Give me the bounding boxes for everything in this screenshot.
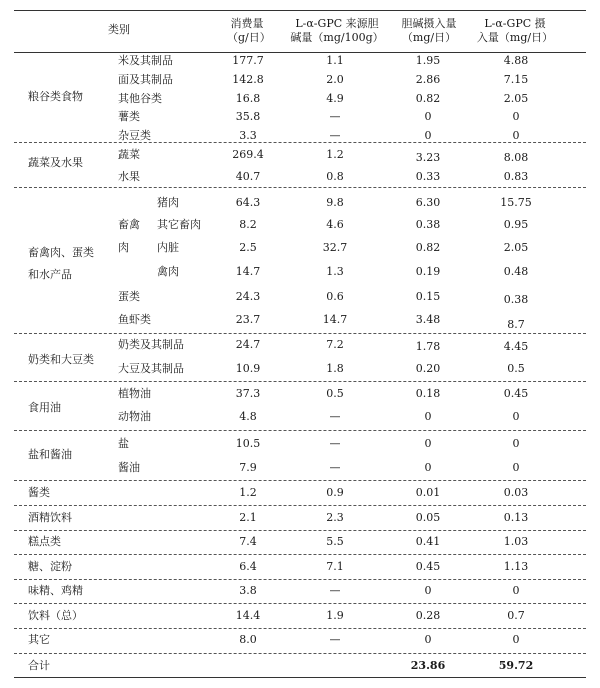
row-choline: 0.05 [415,511,441,524]
row-gpc: 0.38 [503,293,529,306]
row-consumption: 3.8 [239,584,257,597]
group-label-grain: 粮谷类食物 [28,90,83,103]
row-gpc: 0 [512,633,520,646]
row-gpc: 0 [512,461,520,474]
row-source: 0.9 [326,486,344,499]
row-consumption: 142.8 [232,73,264,86]
row-item: 内脏 [157,241,179,254]
row-choline: 0 [424,633,432,646]
row-consumption: 24.7 [235,338,261,351]
row-item: 大豆及其制品 [118,362,184,375]
row-item: 饮料（总） [28,609,83,622]
row-gpc: 0.13 [503,511,529,524]
row-source: — [329,110,341,123]
header-consumption: 消费量 （g/日） [227,17,271,44]
row-source: 2.3 [326,511,344,524]
row-source: 1.9 [326,609,344,622]
row-gpc: 0 [512,129,520,142]
row-gpc: 7.15 [503,73,529,86]
row-gpc: 15.75 [500,196,532,209]
row-consumption: 177.7 [232,54,264,67]
row-consumption: 14.4 [235,609,261,622]
total-label: 合计 [28,659,50,672]
row-choline: 3.23 [415,151,441,164]
row-gpc: 0.45 [503,387,529,400]
row-gpc: 0.03 [503,486,529,499]
row-choline: 2.86 [415,73,441,86]
row-choline: 0.19 [415,265,441,278]
group-divider [14,187,586,188]
group-divider [14,430,586,431]
group-divider [14,603,586,604]
header-bottom-rule [14,52,586,53]
row-item: 薯类 [118,110,140,123]
row-consumption: 3.3 [239,129,257,142]
row-consumption: 23.7 [235,313,261,326]
total-gpc: 59.72 [498,659,534,672]
row-consumption: 10.5 [235,437,261,450]
group-label-meat: 畜禽肉、蛋类 [28,246,94,259]
row-consumption: 2.5 [239,241,257,254]
row-consumption: 24.3 [235,290,261,303]
row-item: 其他谷类 [118,92,162,105]
row-item: 蔬菜 [118,148,140,161]
group-divider [14,381,586,382]
row-item: 禽肉 [157,265,179,278]
group-divider [14,579,586,580]
row-source: — [329,410,341,423]
row-gpc: 0 [512,110,520,123]
row-gpc: 2.05 [503,92,529,105]
row-source: 7.1 [326,560,344,573]
table-bottom-rule [14,677,586,678]
row-choline: 0.82 [415,241,441,254]
row-item: 酱类 [28,486,50,499]
header-gpc: L-α-GPC 摄 入量（mg/日） [476,17,554,44]
row-source: 1.1 [326,54,344,67]
row-consumption: 6.4 [239,560,257,573]
row-gpc: 0.48 [503,265,529,278]
row-gpc: 1.03 [503,535,529,548]
group-label-dairy: 奶类和大豆类 [28,353,94,366]
group-label-veg: 蔬菜及水果 [28,156,83,169]
row-choline: 6.30 [415,196,441,209]
row-source: — [329,437,341,450]
header-choline: 胆碱摄入量 （mg/日） [401,17,457,44]
row-choline: 0 [424,461,432,474]
row-consumption: 7.4 [239,535,257,548]
row-choline: 0 [424,410,432,423]
row-gpc: 0.7 [507,609,525,622]
row-gpc: 0.5 [507,362,525,375]
row-choline: 0.33 [415,170,441,183]
row-gpc: 0 [512,437,520,450]
row-consumption: 35.8 [235,110,261,123]
row-consumption: 4.8 [239,410,257,423]
row-item: 酱油 [118,461,140,474]
row-gpc: 0.95 [503,218,529,231]
row-source: — [329,584,341,597]
row-gpc: 0 [512,584,520,597]
row-choline: 0.41 [415,535,441,548]
row-item: 味精、鸡精 [28,584,83,597]
group-divider [14,480,586,481]
row-gpc: 8.7 [507,318,525,331]
row-source: 4.6 [326,218,344,231]
row-gpc: 4.45 [503,340,529,353]
row-consumption: 8.2 [239,218,257,231]
row-choline: 0.28 [415,609,441,622]
row-item: 猪肉 [157,196,179,209]
row-source: 0.6 [326,290,344,303]
row-choline: 0 [424,584,432,597]
group-divider [14,142,586,143]
row-source: 4.9 [326,92,344,105]
row-consumption: 1.2 [239,486,257,499]
row-source: 1.2 [326,148,344,161]
row-source: 0.5 [326,387,344,400]
row-gpc: 8.08 [503,151,529,164]
row-item: 糖、淀粉 [28,560,72,573]
row-gpc: 0 [512,410,520,423]
row-item: 奶类及其制品 [118,338,184,351]
header-category: 类别 [108,23,130,36]
total-choline: 23.86 [410,659,446,672]
row-choline: 3.48 [415,313,441,326]
row-consumption: 16.8 [235,92,261,105]
group-divider [14,554,586,555]
row-choline: 1.78 [415,340,441,353]
row-choline: 0.18 [415,387,441,400]
row-gpc: 0.83 [503,170,529,183]
group-label-oil: 食用油 [28,401,61,414]
row-choline: 0 [424,110,432,123]
group-label-salt: 盐和酱油 [28,448,72,461]
row-choline: 0 [424,129,432,142]
row-item: 其它 [28,633,50,646]
row-item: 水果 [118,170,140,183]
row-source: 2.0 [326,73,344,86]
row-item: 面及其制品 [118,73,173,86]
group-divider [14,333,586,334]
row-source: 1.8 [326,362,344,375]
row-choline: 0.01 [415,486,441,499]
group-label-meat-cont: 和水产品 [28,268,72,281]
row-item: 鱼虾类 [118,313,151,326]
row-source: 7.2 [326,338,344,351]
row-source: — [329,461,341,474]
row-gpc: 2.05 [503,241,529,254]
row-consumption: 14.7 [235,265,261,278]
group-divider [14,628,586,629]
subgroup-label-livestock: 畜禽 [118,218,140,231]
row-item: 杂豆类 [118,129,151,142]
row-consumption: 2.1 [239,511,257,524]
row-choline: 0.20 [415,362,441,375]
row-consumption: 8.0 [239,633,257,646]
row-consumption: 7.9 [239,461,257,474]
row-choline: 0.45 [415,560,441,573]
row-item: 盐 [118,437,129,450]
row-choline: 0 [424,437,432,450]
table-top-rule [14,10,586,11]
row-item: 植物油 [118,387,151,400]
row-consumption: 269.4 [232,148,264,161]
row-item: 糕点类 [28,535,61,548]
group-divider [14,653,586,654]
row-choline: 0.82 [415,92,441,105]
row-item: 米及其制品 [118,54,173,67]
group-divider [14,505,586,506]
subgroup-label-livestock-cont: 肉 [118,241,129,254]
row-source: — [329,129,341,142]
row-item: 蛋类 [118,290,140,303]
row-consumption: 40.7 [235,170,261,183]
row-choline: 1.95 [415,54,441,67]
row-item: 酒精饮料 [28,511,72,524]
row-choline: 0.38 [415,218,441,231]
row-choline: 0.15 [415,290,441,303]
row-source: 9.8 [326,196,344,209]
row-consumption: 10.9 [235,362,261,375]
row-consumption: 64.3 [235,196,261,209]
row-source: 1.3 [326,265,344,278]
row-item: 动物油 [118,410,151,423]
row-source: 0.8 [326,170,344,183]
row-source: — [329,633,341,646]
header-source: L-α-GPC 来源胆 碱量（mg/100g） [290,17,384,44]
group-divider [14,530,586,531]
row-item: 其它畜肉 [157,218,201,231]
row-consumption: 37.3 [235,387,261,400]
row-source: 5.5 [326,535,344,548]
row-gpc: 1.13 [503,560,529,573]
row-gpc: 4.88 [503,54,529,67]
row-source: 14.7 [322,313,348,326]
row-source: 32.7 [322,241,348,254]
